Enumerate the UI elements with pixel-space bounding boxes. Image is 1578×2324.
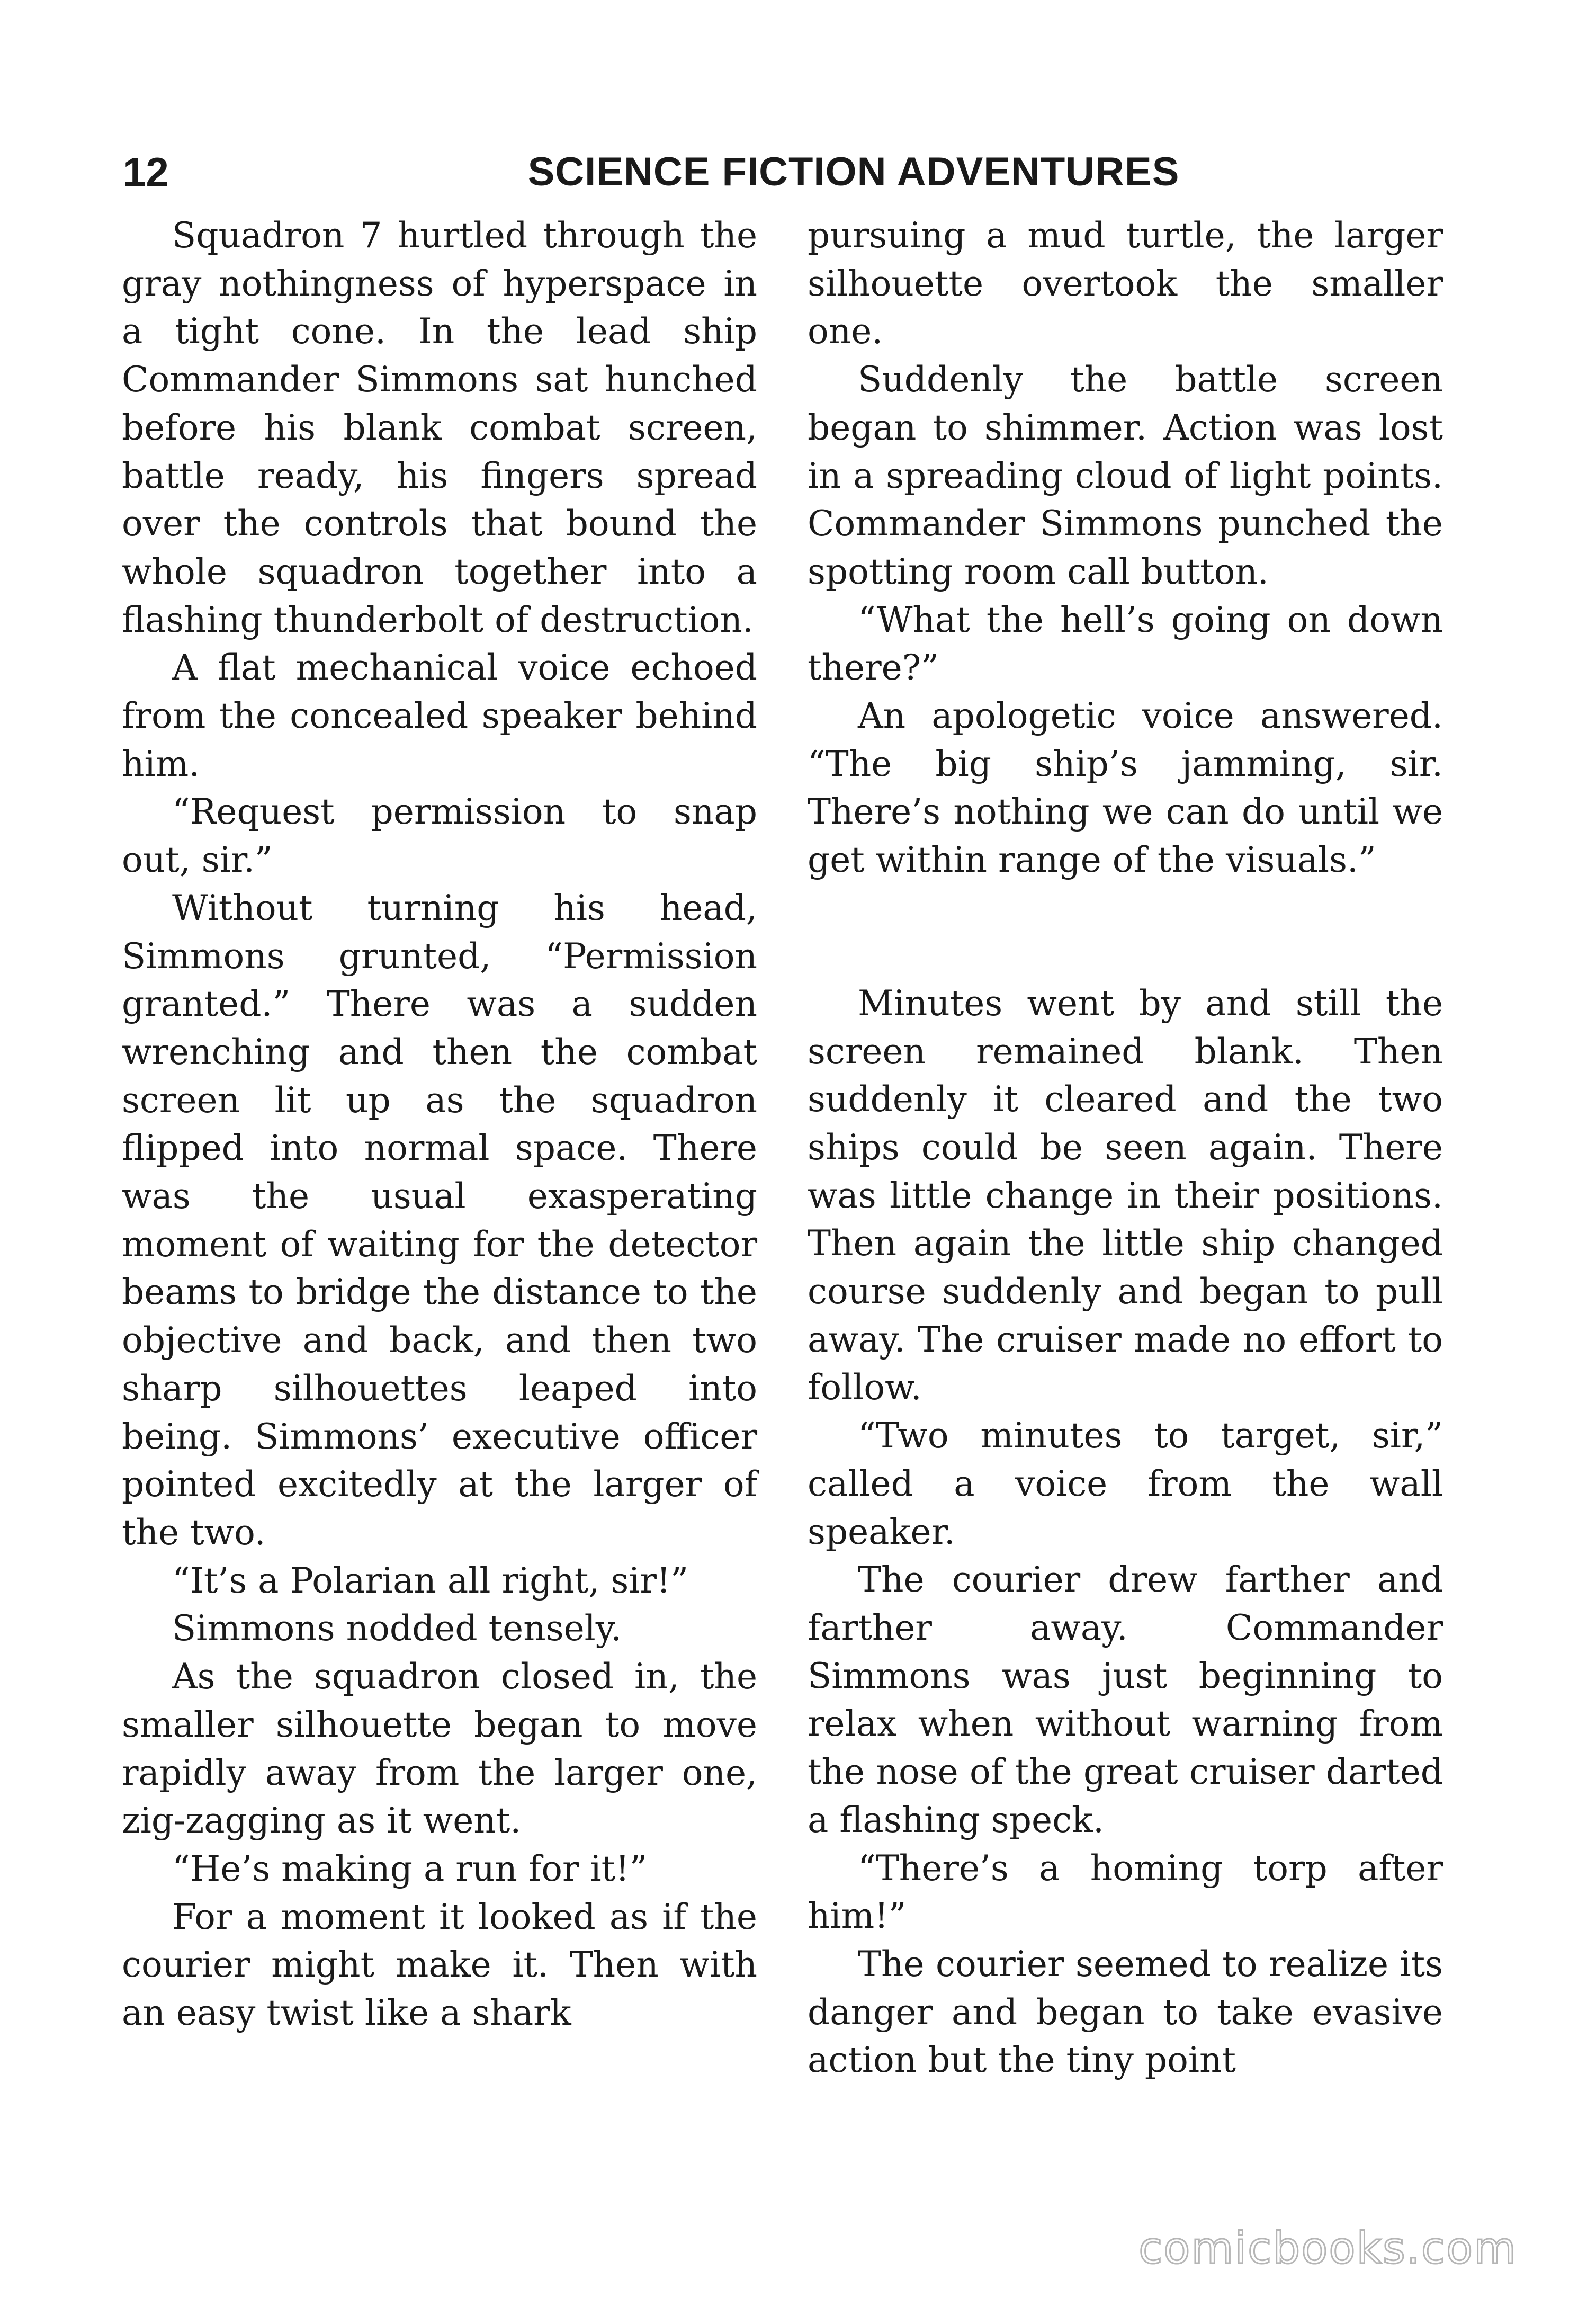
paragraph: Suddenly the battle screen began to shimmer. Action was lost in a spreading cloud of light points. Commander Simmons punched the spotting room call button. xyxy=(808,359,1443,592)
right-column xyxy=(808,212,1443,2085)
paragraph: “There’s a homing torp after him!” xyxy=(808,1847,1443,1937)
continued-paragraph: pursuing a mud turtle, the larger silhouette overtook the smaller one. xyxy=(808,215,1443,352)
paragraph: A flat mechanical voice echoed from the concealed speaker behind him. xyxy=(122,647,757,784)
section-break xyxy=(808,884,1443,980)
paragraph: “Two minutes to target, sir,” called a voice from the wall speaker. xyxy=(808,1415,1443,1552)
paragraph: Squadron 7 hurtled through the gray nothingness of hyperspace in a tight cone. In the lead ship Commander Simmons sat hunched before his blank combat screen, battle ready, his fingers spread over the controls that bound the whole squadron together into a flashing thunderbolt of destruction. xyxy=(122,215,757,640)
paragraph: “Request permission to snap out, sir.” xyxy=(122,791,757,881)
paragraph: As the squadron closed in, the smaller silhouette began to move rapidly away from the larger one, zig-zagging as it went. xyxy=(122,1656,757,1842)
running-title: SCIENCE FICTION ADVENTURES xyxy=(527,149,1180,194)
paragraph: The courier drew farther and farther away. Commander Simmons was just beginning to relax when without warning from the nose of the great cruiser darted a flashing speck. xyxy=(808,1559,1443,1840)
paragraph: “What the hell’s going on down there?” xyxy=(808,599,1443,689)
paragraph: Simmons nodded tensely. xyxy=(172,1608,622,1649)
left-column xyxy=(122,212,757,2037)
paragraph: The courier seemed to realize its danger and began to take evasive action but the tiny point xyxy=(808,1943,1443,2081)
paragraph: For a moment it looked as if the courier might make it. Then with an easy twist like a shark xyxy=(122,1896,757,2034)
page-number: 12 xyxy=(123,149,169,195)
paragraph: An apologetic voice answered. “The big ship’s jamming, sir. There’s nothing we can do until we get within range of the visuals.” xyxy=(808,695,1443,881)
page-header xyxy=(123,143,1436,201)
paragraph: “It’s a Polarian all right, sir!” xyxy=(172,1560,689,1601)
paragraph: Minutes went by and still the screen remained blank. Then suddenly it cleared and the two ships could be seen again. There was little change in their positions. Then again the little ship changed course suddenly and began to pull away. The cruiser made no effort to follow. xyxy=(808,982,1443,1408)
paragraph: “He’s making a run for it!” xyxy=(172,1848,648,1889)
watermark: comicbooks.com xyxy=(1138,2223,1517,2274)
paragraph: Without turning his head, Simmons grunted, “Permission granted.” There was a sudden wrenching and then the combat screen lit up as the squadron flipped into normal space. There was the usual exasperating moment of waiting for the detector beams to bridge the distance to the objective and back, and then two sharp silhouettes leaped into being. Simmons’ executive officer pointed excitedly at the larger of the two. xyxy=(122,887,757,1553)
